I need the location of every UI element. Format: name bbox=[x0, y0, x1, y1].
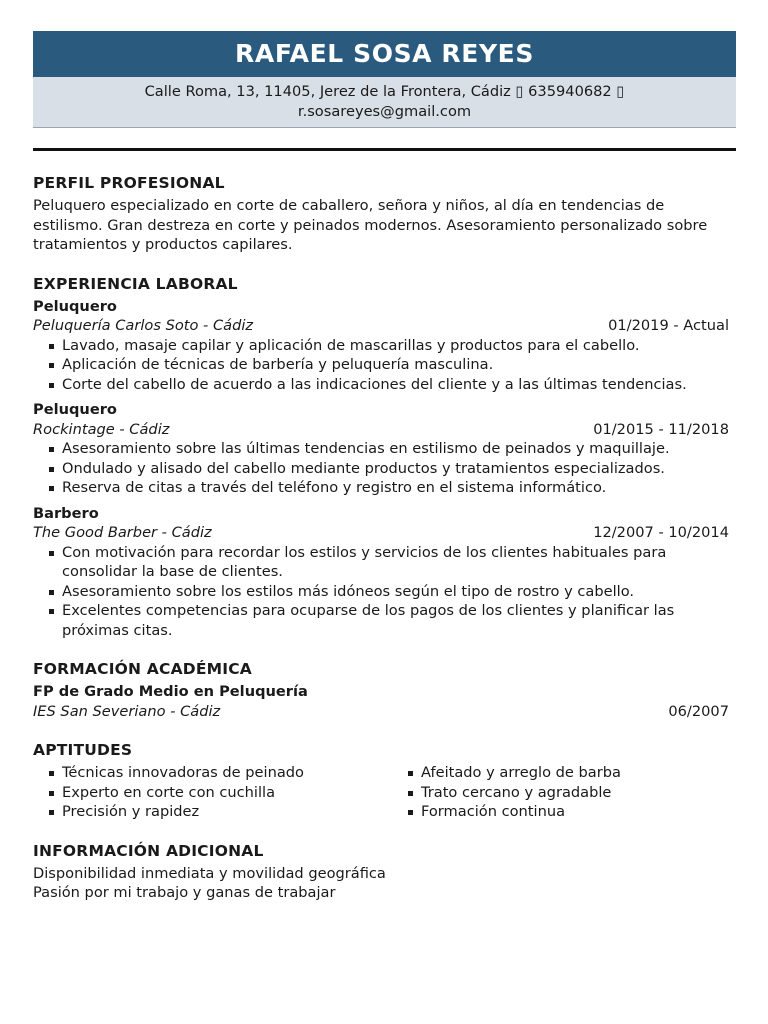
job-role: Peluquero bbox=[33, 401, 117, 418]
additional-info-line: Pasión por mi trabajo y ganas de trabajar bbox=[33, 884, 336, 901]
skill-item: Afeitado y arreglo de barba bbox=[406, 763, 751, 783]
experience-heading: EXPERIENCIA LABORAL bbox=[33, 274, 238, 293]
additional-info-section bbox=[33, 841, 736, 903]
contact-address-phone: Calle Roma, 13, 11405, Jerez de la Frontera, Cádiz ▯ 635940682 ▯ bbox=[144, 83, 625, 100]
job-company: The Good Barber - Cádiz bbox=[33, 524, 212, 541]
additional-info-heading: INFORMACIÓN ADICIONAL bbox=[33, 841, 264, 860]
job-duty: Con motivación para recordar los estilos y servicios de los clientes habituales para consolidar la base de clientes. bbox=[47, 543, 730, 582]
additional-info-line: Disponibilidad inmediata y movilidad geográfica bbox=[33, 864, 386, 882]
job-duty: Excelentes competencias para ocuparse de los pagos de los clientes y planificar las próximas citas. bbox=[47, 601, 730, 640]
job-duty: Corte del cabello de acuerdo a las indicaciones del cliente y a las últimas tendencias. bbox=[47, 375, 730, 395]
skills-list-right bbox=[392, 763, 751, 822]
skills-list-left bbox=[33, 763, 392, 822]
job-duties bbox=[33, 543, 736, 641]
job-dates: 01/2019 - Actual bbox=[608, 317, 729, 334]
profile-text: Peluquero especializado en corte de caballero, señora y niños, al día en tendencias de estilismo. Gran destreza en corte y peinados modernos. Asesoramiento personalizado sobre tratamientos y productos capilares. bbox=[33, 197, 708, 253]
job-duty: Asesoramiento sobre los estilos más idóneos según el tipo de rostro y cabello. bbox=[47, 582, 730, 602]
skill-item: Técnicas innovadoras de peinado bbox=[47, 763, 392, 783]
education-school: IES San Severiano - Cádiz bbox=[33, 702, 221, 720]
job-entry bbox=[33, 400, 736, 498]
job-duties bbox=[33, 336, 736, 395]
name-banner bbox=[33, 31, 736, 77]
education-date: 06/2007 bbox=[668, 702, 729, 720]
candidate-name: RAFAEL SOSA REYES bbox=[235, 39, 534, 69]
job-duty: Lavado, masaje capilar y aplicación de mascarillas y productos para el cabello. bbox=[47, 336, 730, 356]
skill-item: Trato cercano y agradable bbox=[406, 783, 751, 803]
skills-heading: APTITUDES bbox=[33, 741, 133, 759]
job-duty: Aplicación de técnicas de barbería y peluquería masculina. bbox=[47, 355, 730, 375]
resume-page bbox=[33, 31, 736, 903]
profile-section bbox=[33, 173, 736, 255]
skill-item: Formación continua bbox=[406, 802, 751, 822]
education-degree: FP de Grado Medio en Peluquería bbox=[33, 683, 308, 700]
job-role: Peluquero bbox=[33, 297, 117, 315]
skill-item: Precisión y rapidez bbox=[47, 802, 392, 822]
job-entry bbox=[33, 504, 736, 641]
job-dates: 01/2015 - 11/2018 bbox=[593, 420, 729, 438]
job-company: Rockintage - Cádiz bbox=[33, 420, 170, 438]
education-section bbox=[33, 659, 736, 721]
contact-email: r.sosareyes@gmail.com bbox=[297, 103, 472, 120]
skill-item: Experto en corte con cuchilla bbox=[47, 783, 392, 803]
contact-banner bbox=[33, 77, 736, 128]
experience-section bbox=[33, 274, 736, 641]
job-role: Barbero bbox=[33, 504, 99, 522]
job-duty: Reserva de citas a través del teléfono y registro en el sistema informático. bbox=[47, 478, 730, 498]
skills-section bbox=[33, 740, 736, 822]
profile-heading: PERFIL PROFESIONAL bbox=[33, 174, 225, 192]
education-heading: FORMACIÓN ACADÉMICA bbox=[33, 660, 252, 678]
job-dates: 12/2007 - 10/2014 bbox=[593, 524, 729, 541]
section-divider bbox=[33, 148, 736, 151]
job-duties bbox=[33, 439, 736, 498]
job-entry bbox=[33, 297, 736, 395]
job-company: Peluquería Carlos Soto - Cádiz bbox=[33, 317, 254, 334]
job-duty: Ondulado y alisado del cabello mediante productos y tratamientos especializados. bbox=[47, 459, 730, 479]
job-duty: Asesoramiento sobre las últimas tendencias en estilismo de peinados y maquillaje. bbox=[47, 439, 730, 459]
